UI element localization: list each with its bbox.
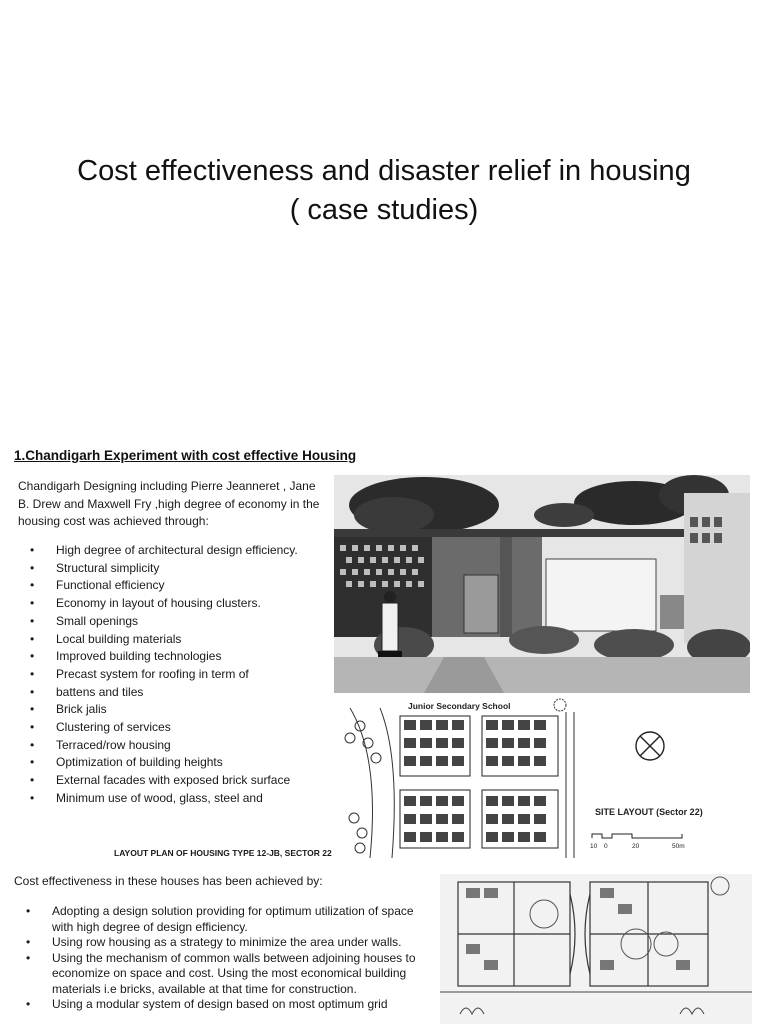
title-line-1: Cost effectiveness and disaster relief in housing	[77, 155, 691, 187]
site-layout-label: SITE LAYOUT (Sector 22)	[595, 807, 703, 817]
layout-plan-caption: LAYOUT PLAN OF HOUSING TYPE 12-JB, SECTOR 22	[114, 848, 332, 858]
scale-tick-label: 50m	[672, 843, 685, 850]
list-item: • Adopting a design solution providing for optimum utilization of space with high degree of design efficiency.	[0, 904, 432, 935]
scale-tick-label: 0	[604, 843, 608, 850]
list-item: • Local building materials	[0, 631, 330, 649]
effect-intro: Cost effectiveness in these houses has been achieved by:	[14, 874, 323, 888]
list-item: • Structural simplicity	[0, 560, 330, 578]
site-layout-plan	[340, 698, 752, 862]
title-line-2: ( case studies)	[289, 194, 479, 226]
list-item: • Using the mechanism of common walls between adjoining houses to economize on space and cost. Using the most economical building materials i.e bricks, available at that time for construction.	[0, 951, 432, 998]
floor-plan-drawing	[440, 874, 752, 1024]
list-item: • Using row housing as a strategy to minimize the area under walls.	[0, 935, 432, 951]
effect-bullet-list	[0, 904, 432, 1013]
list-item: • Small openings	[0, 613, 330, 631]
list-item: • Using a modular system of design based on most optimum grid	[0, 997, 432, 1013]
intro-paragraph: Chandigarh Designing including Pierre Jeanneret , Jane B. Drew and Maxwell Fry ,high degree of economy in the housing cost was achieved through:	[18, 479, 320, 528]
page-title	[0, 152, 768, 230]
section-heading: 1.Chandigarh Experiment with cost effective Housing	[14, 448, 357, 463]
scale-tick-label: 10	[590, 843, 598, 850]
design-bullet-list	[0, 542, 330, 808]
list-item: • Economy in layout of housing clusters.	[0, 595, 330, 613]
document-page	[0, 440, 768, 1024]
list-item: • Functional efficiency	[0, 577, 330, 595]
list-item: • Clustering of services	[0, 719, 330, 737]
school-label: Junior Secondary School	[408, 701, 511, 711]
list-item: • Brick jalis	[0, 701, 330, 719]
scale-tick-label: 20	[632, 843, 640, 850]
list-item: • Terraced/row housing	[0, 737, 330, 755]
list-item: • External facades with exposed brick surface	[0, 772, 330, 790]
list-item: • battens and tiles	[0, 684, 330, 702]
list-item: • Precast system for roofing in term of	[0, 666, 330, 684]
list-item: • Optimization of building heights	[0, 754, 330, 772]
housing-photo	[334, 475, 750, 693]
list-item: • Minimum use of wood, glass, steel and	[0, 790, 330, 808]
list-item: • High degree of architectural design efficiency.	[0, 542, 330, 560]
list-item: • Improved building technologies	[0, 648, 330, 666]
